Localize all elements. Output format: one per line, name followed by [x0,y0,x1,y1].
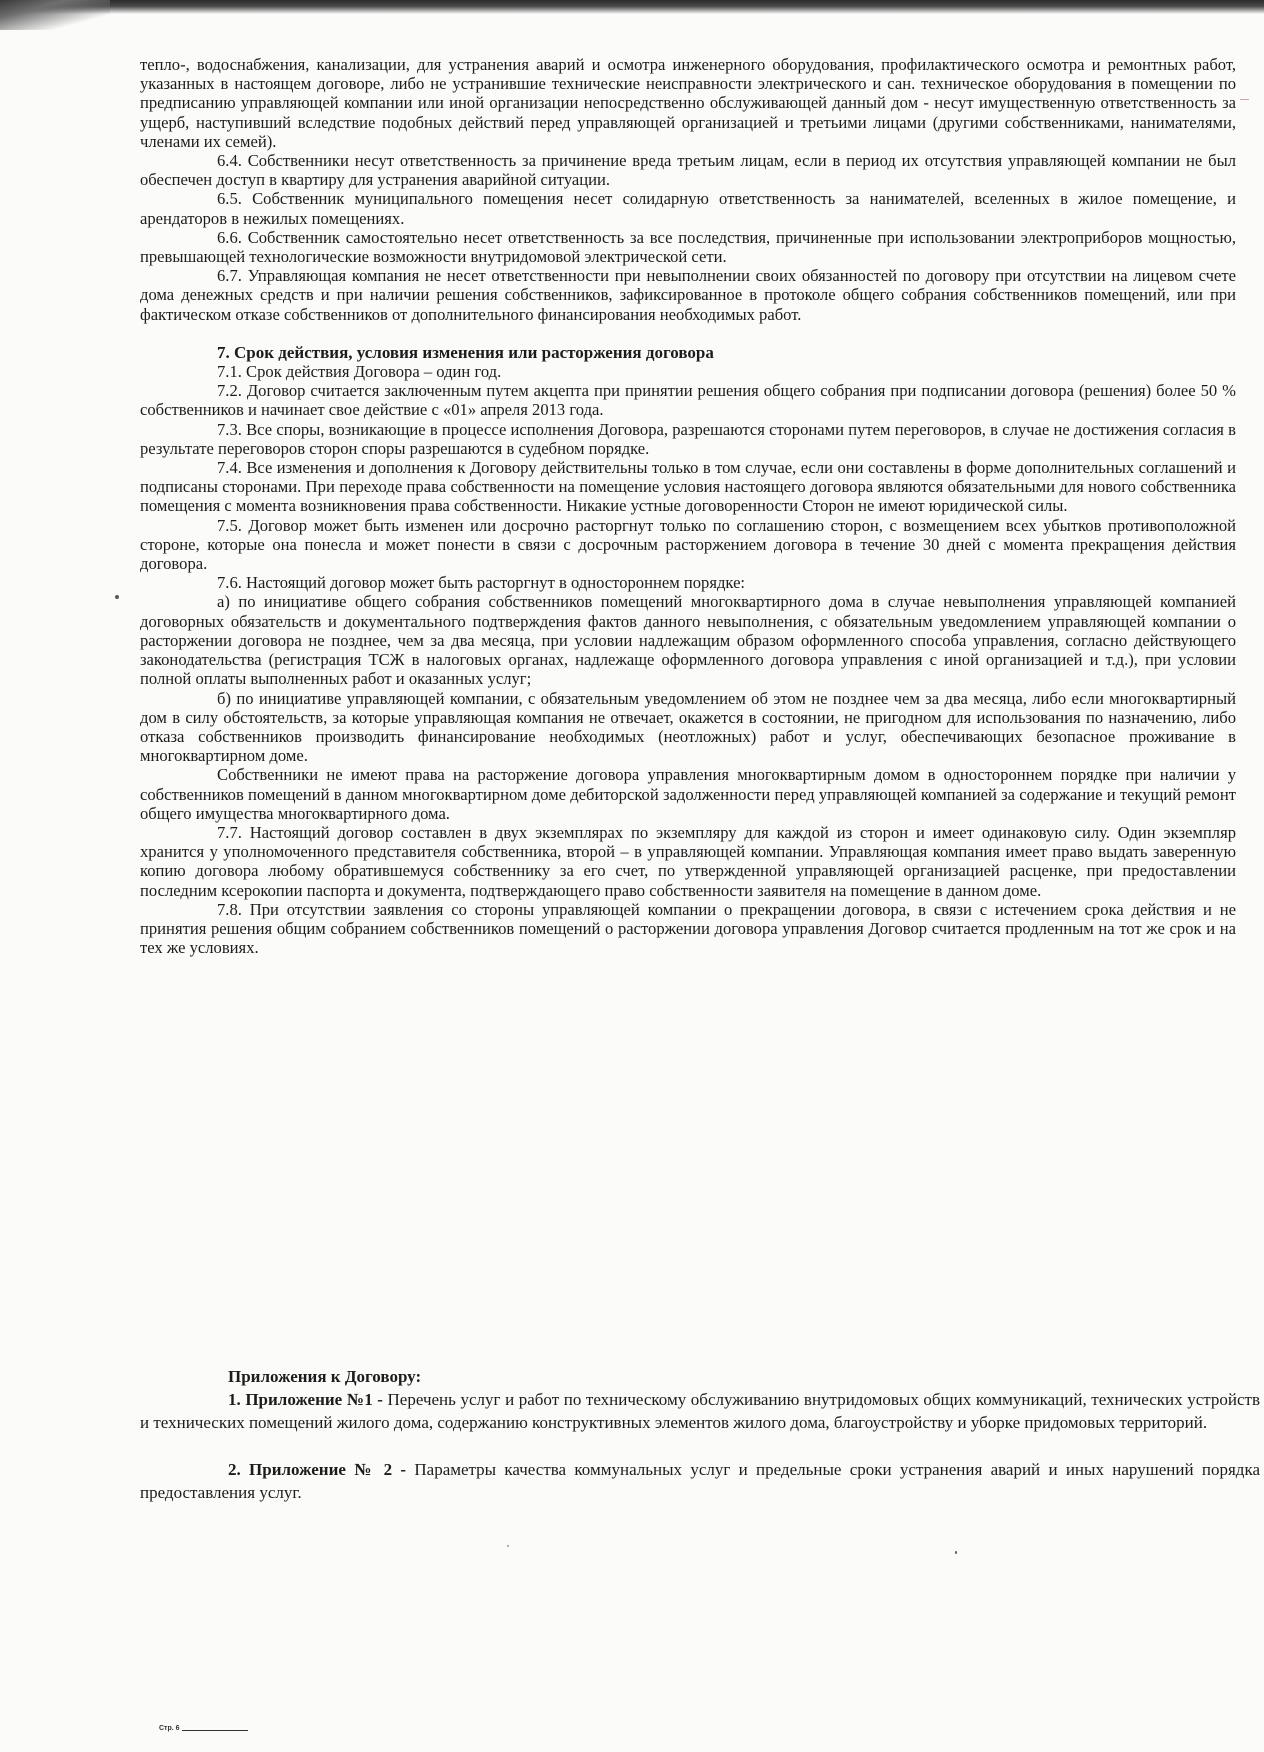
clause-7-5: 7.5. Договор может быть изменен или досрочно расторгнут только по соглашению сторон, с возмещением всех убытков противоположной стороне, которые она понесла и может понести в связи с досрочным расторжением договора в течение 30 дней с момента прекращения действия договора. [140,515,1236,574]
clause-6-5: 6.5. Собственник муниципального помещения несет солидарную ответственность за нанимателей, вселенных в жилое помещение, и арендаторов в нежилых помещениях. [140,189,1236,228]
clause-7-3: 7.3. Все споры, возникающие в процессе исполнения Договора, разрешаются сторонами путем переговоров, в случае не достижения согласия в результате переговоров сторон споры разрешаются в судебном порядке. [140,419,1236,458]
clause-owners-restriction: Собственники не имеют права на расторжение договора управления многоквартирным домом в одностороннем порядке при наличии у собственников помещений в данном многоквартирном доме дебиторской задолженности перед управляющей компанией за содержание и текущий ремонт общего имущества многоквартирного дома. [140,765,1236,823]
appendix-spacer [140,1434,1260,1458]
clause-7-6-b: б) по инициативе управляющей компании, с обязательным уведомлением об этом не позднее чем за два месяца, либо если многоквартирный дом в силу обстоятельств, за которые управляющая компания не отвечает, окажется в состоянии, не пригодном для использования по назначению, либо отказа собственников производить финансирование необходимых (неотложных) работ и услуг, обеспечивающих безопасное проживание в многоквартирном доме. [140,688,1236,766]
page-footer [159,1725,248,1732]
clause-6-6: 6.6. Собственник самостоятельно несет ответственность за все последствия, причиненные при использовании электроприборов мощностью, превышающей технологические возможности внутридомовой электрической сети. [140,227,1236,267]
clause-7-6-a: а) по инициативе общего собрания собственников помещений многоквартирного дома в случае невыполнения управляющей компанией договорных обязательств и документального подтверждения фактов данного невыполнения, с обязательным уведомлением управляющей компании о расторжении договора не позднее, чем за два месяца, при условии надлежащим образом оформленного способа управления, согласно действующего законодательства (регистрация ТСЖ в налоговых органах, надлежаще оформленного договора управления с иной организацией и т.д.), при условии полной оплаты выполненных работ и оказанных услуг; [140,592,1236,689]
clause-6-7: 6.7. Управляющая компания не несет ответственности при невыполнении своих обязанностей по договору при отсутствии на лицевом счете дома денежных средств и при наличии решения собственников, зафиксированное в протоколе общего собрания собственников помещений, или при фактическом отказе собственников от дополнительного финансирования необходимых работ. [140,266,1236,324]
clause-7-6: 7.6. Настоящий договор может быть расторгнут в одностороннем порядке: [217,573,746,593]
appendix-item-2-text: Параметры качества коммунальных услуг и предельные сроки устранения аварий и иных нарушений порядка предоставления услуг. [140,1460,1260,1502]
appendix-heading: Приложения к Договору: [228,1367,422,1386]
clause-6-4: 6.4. Собственники несут ответственность за причинение вреда третьим лицам, если в период их отсутствия управляющей компании не был обеспечен доступ в квартиру для устранения аварийной ситуации. [140,151,1236,190]
clause-7-1: 7.1. Срок действия Договора – один год. [217,362,502,382]
signature-line [182,1730,248,1731]
section-spacer [140,324,1236,343]
clause-7-4: 7.4. Все изменения и дополнения к Договору действительны только в том случае, если они составлены в форме дополнительных соглашений и подписаны сторонами. При переходе права собственности на помещение условия настоящего договора являются обязательными для нового собственника помещения с момента возникновения права собственности. Никакие устные договоренности Сторон не имеют юридической силы. [140,458,1236,516]
clause-7-8: 7.8. При отсутствии заявления со стороны управляющей компании о прекращении договора, в связи с истечением срока действия и не принятия решения общим собранием собственников помещений о расторжении договора управления Договор считается продленным на тот же срок и на тех же условиях. [140,899,1236,958]
document-body [140,55,1236,957]
appendix-item-1-text: Перечень услуг и работ по техническому обслуживанию внутридомовых общих коммуникаций, технических устройств и технических помещений жилого дома, содержанию конструктивных элементов жилого дома, благоустройству и уборке придомовых территорий. [140,1390,1260,1432]
appendix-item-1 [140,1388,1260,1434]
clause-7-2: 7.2. Договор считается заключенным путем акцепта при принятии решения общего собрания при подписании договора (решения) более 50 % собственников и начинает свое действие с «01» апреля 2013 года. [140,381,1236,420]
page-number: Стр. 6 [159,1725,180,1732]
appendix-item-1-number: 1. Приложение №1 - [228,1390,383,1409]
clause-7-7: 7.7. Настоящий договор составлен в двух экземплярах по экземпляру для каждой из сторон и имеет одинаковую силу. Один экземпляр хранится у уполномоченного представителя собственника, второй – в управляющей компании. Управляющая компания имеет право выдать заверенную копию договора любому обратившемуся собственнику за его счет, по утвержденной управляющей организацией расценке, при предоставлении последним ксерокопии паспорта и документа, подтверждающего право собственности заявителя на помещение в данном доме. [140,822,1236,900]
appendix-item-2 [140,1458,1260,1504]
appendix-block [140,1365,1260,1504]
section-7-title: 7. Срок действия, условия изменения или расторжения договора [217,342,714,362]
appendix-item-2-number: 2. Приложение № 2 - [228,1460,407,1479]
intro-paragraph: тепло-, водоснабжения, канализации, для устранения аварий и осмотра инженерного оборудования, профилактического осмотра и ремонтных работ, указанных в настоящем договоре, либо не устранившие технические неисправности электрического и сан. техническое оборудования в помещении по предписанию управляющей компании или иной организации непосредственно обслуживающей данный дом - несут имущественную ответственность за ущерб, наступивший вследствие подобных действий перед управляющей организацией и третьими лицами (другими собственниками, нанимателями, членами их семей). [140,55,1236,151]
